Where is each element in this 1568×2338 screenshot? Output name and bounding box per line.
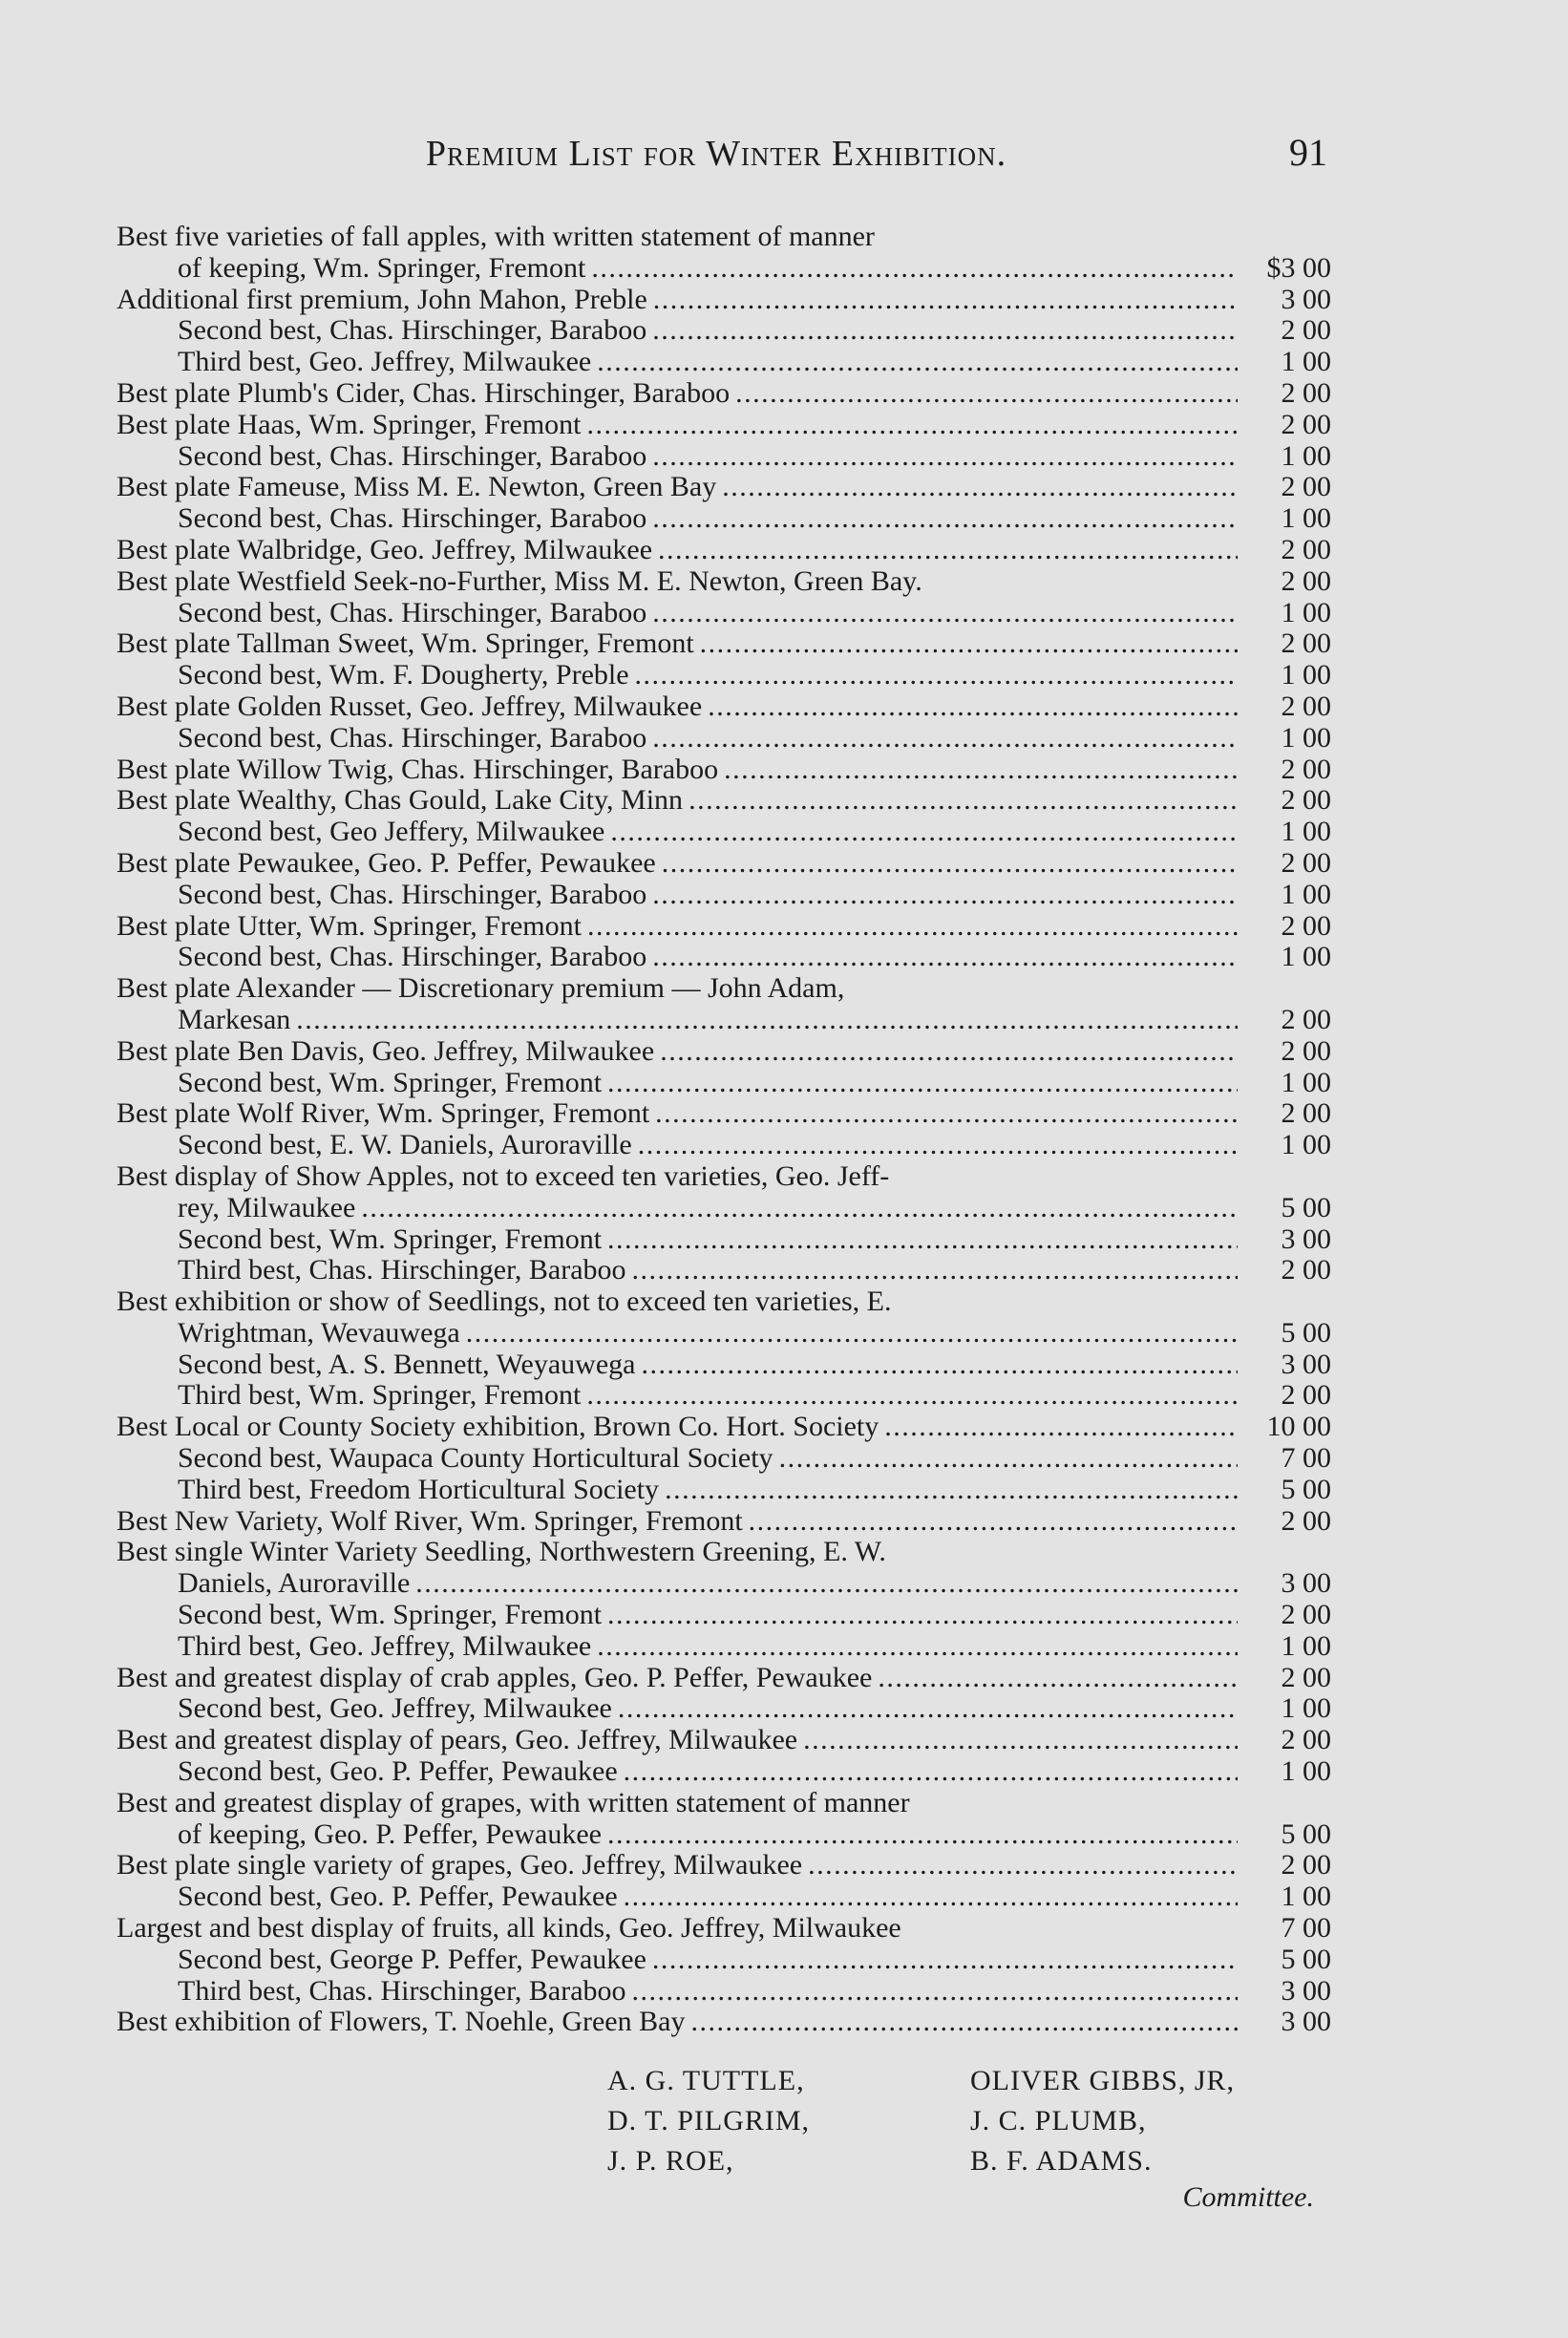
dot-leader [638, 1130, 1238, 1161]
dot-leader [632, 1255, 1238, 1286]
premium-entry [117, 1255, 1331, 1286]
entry-amount: 2 00 [1281, 533, 1331, 565]
dot-leader [466, 1318, 1238, 1350]
entry-amount: 2 00 [1281, 1661, 1331, 1693]
premium-entry [117, 880, 1331, 911]
entry-text: Best plate Westfield Seek-no-Further, Miss M. E. Newton, Green Bay. [117, 564, 922, 597]
premium-entry [117, 535, 1331, 566]
premium-entry [117, 1945, 1331, 1976]
entry-text: of keeping, Wm. Springer, Fremont [178, 251, 586, 284]
committee-member: A. G. TUTTLE, [607, 2065, 805, 2096]
premium-entry [117, 1224, 1331, 1256]
entry-text: Best plate Wealthy, Chas Gould, Lake City, Minn [117, 784, 684, 817]
page-title: Premium List for Winter Exhibition. [425, 134, 1007, 174]
premium-entry [117, 691, 1331, 723]
entry-amount: 2 00 [1281, 1724, 1331, 1756]
dot-leader [635, 660, 1238, 691]
entry-amount: 2 00 [1281, 846, 1331, 879]
entry-text: Third best, Geo. Jeffrey, Milwaukee [178, 346, 592, 378]
dot-leader [690, 2007, 1238, 2038]
premium-entry [117, 441, 1331, 473]
dot-leader [591, 253, 1238, 285]
premium-entry [117, 1286, 1331, 1318]
entry-amount: 1 00 [1281, 941, 1331, 973]
premium-entry [117, 472, 1331, 503]
entry-amount: 1 00 [1281, 1692, 1331, 1725]
premium-entry [117, 973, 1331, 1005]
entry-text: Best plate Fameuse, Miss M. E. Newton, Green Bay [117, 471, 717, 503]
dot-leader [662, 848, 1238, 880]
premium-entry [117, 1850, 1331, 1881]
entry-text: Third best, Chas. Hirschinger, Baraboo [178, 1974, 626, 2007]
entry-amount: 2 00 [1281, 1034, 1331, 1067]
dot-leader [624, 1881, 1238, 1913]
entry-text: Second best, Wm. Springer, Fremont [178, 1599, 603, 1631]
entry-amount: 5 00 [1281, 1316, 1331, 1349]
entry-text: Best and greatest display of grapes, with written statement of manner [117, 1786, 910, 1818]
entry-amount: 1 00 [1281, 721, 1331, 754]
entry-text: Best plate Utter, Wm. Springer, Fremont [117, 909, 582, 942]
entry-amount: 2 00 [1281, 314, 1331, 347]
entry-text: Second best, Wm. Springer, Fremont [178, 1222, 603, 1255]
dot-leader [607, 1600, 1238, 1631]
premium-entry [117, 755, 1331, 786]
dot-leader [652, 1945, 1238, 1976]
dot-leader [660, 1036, 1238, 1068]
premium-entry [117, 1318, 1331, 1350]
entry-amount: 1 00 [1281, 1129, 1331, 1161]
entry-amount: 1 00 [1281, 659, 1331, 691]
committee-signatures [607, 2065, 1333, 2214]
premium-entry [117, 1725, 1331, 1756]
entry-amount: 2 00 [1281, 784, 1331, 817]
entry-text: Best plate Wolf River, Wm. Springer, Fremont [117, 1097, 650, 1130]
entry-amount: 3 00 [1281, 283, 1331, 315]
entry-amount: 2 00 [1281, 376, 1331, 409]
entry-amount: 5 00 [1281, 1473, 1331, 1505]
premium-entry [117, 1693, 1331, 1725]
dot-leader [607, 1819, 1238, 1851]
entry-text: Best plate Tallman Sweet, Wm. Springer, Fremont [117, 627, 694, 660]
entry-text: Best plate Pewaukee, Geo. P. Peffer, Pewaukee [117, 846, 656, 879]
dot-leader [735, 378, 1238, 410]
dot-leader [587, 911, 1238, 943]
premium-entry [117, 598, 1331, 629]
dot-leader [597, 1631, 1238, 1663]
premium-entry [117, 1600, 1331, 1631]
premium-entry [117, 1788, 1331, 1819]
entry-amount: $3 00 [1266, 251, 1331, 284]
dot-leader [653, 285, 1238, 316]
entry-amount: 1 00 [1281, 439, 1331, 472]
page-header [143, 130, 1327, 175]
entry-text: of keeping, Geo. P. Peffer, Pewaukee [178, 1817, 602, 1850]
entry-amount: 2 00 [1281, 753, 1331, 785]
entry-text: Second best, Chas. Hirschinger, Baraboo [178, 502, 647, 535]
premium-entry [117, 1193, 1331, 1224]
entry-text: Best single Winter Variety Seedling, Northwestern Greening, E. W. [117, 1536, 886, 1568]
premium-entry [117, 1913, 1331, 1945]
premium-entry [117, 1005, 1331, 1036]
entry-amount: 2 00 [1281, 690, 1331, 722]
premium-entry [117, 660, 1331, 691]
dot-leader [655, 1098, 1238, 1130]
entry-amount: 5 00 [1281, 1943, 1331, 1975]
dot-leader [652, 503, 1238, 535]
premium-entry [117, 1506, 1331, 1538]
dot-leader [722, 472, 1238, 503]
entry-amount: 3 00 [1281, 1348, 1331, 1380]
dot-leader [689, 785, 1238, 817]
premium-entry [117, 1380, 1331, 1412]
entry-amount: 1 00 [1281, 1629, 1331, 1662]
premium-entry [117, 2007, 1331, 2038]
premium-entry [117, 1475, 1331, 1506]
entry-text: Best and greatest display of pears, Geo. Jeffrey, Milwaukee [117, 1724, 798, 1756]
entry-text: Third best, Wm. Springer, Fremont [178, 1379, 582, 1412]
committee-members [607, 2065, 1333, 2178]
entry-text: Second best, Chas. Hirschinger, Baraboo [178, 439, 647, 472]
entry-amount: 10 00 [1266, 1411, 1331, 1443]
entry-text: Best display of Show Apples, not to exceed ten varieties, Geo. Jeff- [117, 1159, 890, 1192]
dot-leader [586, 1380, 1238, 1412]
entry-amount: 1 00 [1281, 1755, 1331, 1788]
entry-amount: 1 00 [1281, 1881, 1331, 1913]
premium-entry [117, 1819, 1331, 1851]
premium-entry [117, 942, 1331, 973]
premium-entry [117, 1036, 1331, 1068]
premium-entry [117, 503, 1331, 535]
dot-leader [652, 315, 1238, 347]
entry-amount: 5 00 [1281, 1817, 1331, 1850]
entry-text: Second best, Chas. Hirschinger, Baraboo [178, 596, 647, 628]
premium-entry [117, 1412, 1331, 1443]
premium-entry [117, 285, 1331, 316]
entry-text: Best exhibition or show of Seedlings, not to exceed ten varieties, E. [117, 1286, 892, 1318]
premium-entry [117, 1663, 1331, 1694]
dot-leader [708, 691, 1238, 723]
premium-entry [117, 1537, 1331, 1568]
dot-leader [658, 535, 1238, 566]
entry-text: Second best, A. S. Bennett, Weyauwega [178, 1348, 636, 1380]
dot-leader [665, 1475, 1238, 1506]
entry-amount: 7 00 [1281, 1912, 1331, 1945]
entry-amount: 1 00 [1281, 502, 1331, 535]
premium-entry [117, 1976, 1331, 2008]
committee-member: OLIVER GIBBS, JR, [970, 2065, 1236, 2096]
premium-entry [117, 1098, 1331, 1130]
dot-leader [878, 1663, 1238, 1694]
entry-amount: 2 00 [1281, 564, 1331, 597]
dot-leader [624, 1756, 1238, 1788]
dot-leader [610, 817, 1238, 848]
entry-text: Markesan [178, 1003, 291, 1035]
entry-text: Best plate Golden Russet, Geo. Jeffrey, Milwaukee [117, 690, 703, 722]
premium-entry [117, 410, 1331, 441]
entry-text: Second best, Chas. Hirschinger, Baraboo [178, 314, 647, 347]
entry-amount: 2 00 [1281, 1504, 1331, 1537]
entry-text: Wrightman, Wevauwega [178, 1316, 460, 1349]
premium-entry [117, 1568, 1331, 1600]
entry-text: Second best, Chas. Hirschinger, Baraboo [178, 941, 647, 973]
dot-leader [803, 1725, 1238, 1756]
entry-amount: 3 00 [1281, 1974, 1331, 2007]
dot-leader [749, 1506, 1238, 1538]
committee-member: D. T. PILGRIM, [607, 2105, 811, 2136]
dot-leader [607, 1224, 1238, 1256]
entry-text: Second best, E. W. Daniels, Auroraville [178, 1129, 632, 1161]
premium-entry [117, 347, 1331, 378]
entry-amount: 2 00 [1281, 909, 1331, 942]
entry-text: Second best, Geo. P. Peffer, Pewaukee [178, 1881, 618, 1913]
premium-entry [117, 566, 1331, 598]
entry-text: Best Local or County Society exhibition, Brown Co. Hort. Society [117, 1411, 879, 1443]
premium-entry [117, 785, 1331, 817]
premium-entry [117, 1443, 1331, 1475]
premium-entry [117, 848, 1331, 880]
entry-amount: 3 00 [1281, 1222, 1331, 1255]
entry-text: Best five varieties of fall apples, with written statement of manner [117, 221, 875, 252]
entry-amount: 2 00 [1281, 471, 1331, 503]
entry-text: Best and greatest display of crab apples, Geo. P. Peffer, Pewaukee [117, 1661, 873, 1693]
dot-leader [652, 723, 1238, 755]
dot-leader [296, 1005, 1238, 1036]
entry-amount: 2 00 [1281, 627, 1331, 660]
premium-entry [117, 1161, 1331, 1193]
committee-label: Committee. [1182, 2181, 1314, 2213]
entry-text: Best plate Walbridge, Geo. Jeffrey, Milwaukee [117, 533, 653, 565]
entry-text: Best plate Alexander — Discretionary premium — John Adam, [117, 972, 845, 1005]
premium-entry [117, 1130, 1331, 1161]
entry-amount: 3 00 [1281, 1567, 1331, 1600]
premium-entry [117, 628, 1331, 660]
premium-entry [117, 1350, 1331, 1381]
entry-text: Additional first premium, John Mahon, Preble [117, 283, 647, 315]
entry-text: Second best, Wm. Springer, Fremont [178, 1066, 603, 1098]
entry-amount: 7 00 [1281, 1442, 1331, 1475]
entry-text: Best plate Ben Davis, Geo. Jeffrey, Milwaukee [117, 1034, 655, 1067]
premium-entry [117, 378, 1331, 410]
dot-leader [607, 1068, 1238, 1099]
entry-amount: 1 00 [1281, 596, 1331, 628]
entry-text: Third best, Chas. Hirschinger, Baraboo [178, 1254, 626, 1286]
entry-text: Third best, Geo. Jeffrey, Milwaukee [178, 1629, 592, 1662]
entry-text: Second best, Wm. F. Dougherty, Preble [178, 659, 629, 691]
dot-leader [652, 598, 1238, 629]
entry-amount: 1 00 [1281, 878, 1331, 910]
entry-amount: 1 00 [1281, 1066, 1331, 1098]
premium-entry [117, 911, 1331, 943]
entry-text: Best plate Plumb's Cider, Chas. Hirschinger, Baraboo [117, 376, 731, 409]
entry-text: Best plate Willow Twig, Chas. Hirschinger, Baraboo [117, 753, 719, 785]
entry-text: Second best, Geo Jeffery, Milwaukee [178, 816, 605, 848]
entry-amount: 1 00 [1281, 346, 1331, 378]
premium-entry [117, 723, 1331, 755]
entry-text: Best exhibition of Flowers, T. Noehle, Green Bay [117, 2006, 686, 2038]
entry-text: Daniels, Auroraville [178, 1567, 411, 1600]
entry-text: Third best, Freedom Horticultural Society [178, 1473, 660, 1505]
entry-amount: 2 00 [1281, 1254, 1331, 1286]
entry-amount: 2 00 [1281, 1599, 1331, 1631]
entry-text: Second best, Chas. Hirschinger, Baraboo [178, 878, 647, 910]
committee-member: J. C. PLUMB, [970, 2105, 1147, 2136]
entry-amount: 2 00 [1281, 1849, 1331, 1881]
entry-text: Second best, George P. Peffer, Pewaukee [178, 1943, 646, 1975]
dot-leader [884, 1412, 1238, 1443]
entry-text: Best plate single variety of grapes, Geo. Jeffrey, Milwaukee [117, 1849, 803, 1881]
dot-leader [618, 1693, 1238, 1725]
premium-entry [117, 1068, 1331, 1099]
dot-leader [587, 410, 1239, 441]
entry-text: Best plate Haas, Wm. Springer, Fremont [117, 408, 582, 440]
entry-amount: 2 00 [1281, 1379, 1331, 1412]
entry-text: Second best, Chas. Hirschinger, Baraboo [178, 721, 647, 754]
entry-text: rey, Milwaukee [178, 1191, 356, 1223]
premium-entry [117, 1756, 1331, 1788]
entry-text: Second best, Waupaca County Horticultural Society [178, 1442, 773, 1475]
dot-leader [652, 942, 1238, 973]
entry-text: Second best, Geo. P. Peffer, Pewaukee [178, 1755, 618, 1788]
entry-text: Second best, Geo. Jeffrey, Milwaukee [178, 1692, 612, 1725]
entry-amount: 2 00 [1281, 408, 1331, 440]
entry-amount: 3 00 [1281, 2006, 1331, 2038]
dot-leader [361, 1193, 1238, 1224]
dot-leader [641, 1350, 1238, 1381]
dot-leader [779, 1443, 1238, 1475]
entry-amount: 2 00 [1281, 1003, 1331, 1035]
dot-leader [632, 1976, 1238, 2008]
dot-leader [808, 1850, 1238, 1881]
premium-entry [117, 817, 1331, 848]
entry-amount: 2 00 [1281, 1097, 1331, 1130]
page-number: 91 [1289, 131, 1327, 174]
premium-list [117, 222, 1331, 2038]
entry-text: Best New Variety, Wolf River, Wm. Springer, Fremont [117, 1504, 743, 1537]
premium-entry [117, 253, 1331, 285]
premium-entry [117, 315, 1331, 347]
entry-amount: 1 00 [1281, 816, 1331, 848]
dot-leader [724, 755, 1238, 786]
committee-member: J. P. ROE, [607, 2145, 734, 2177]
dot-leader [652, 880, 1238, 911]
dot-leader [700, 628, 1238, 660]
entry-text: Largest and best display of fruits, all kinds, Geo. Jeffrey, Milwaukee [117, 1912, 901, 1945]
committee-member: B. F. ADAMS. [970, 2145, 1153, 2177]
dot-leader [415, 1568, 1238, 1600]
premium-entry [117, 1881, 1331, 1913]
dot-leader [652, 441, 1238, 473]
premium-entry [117, 1631, 1331, 1663]
dot-leader [597, 347, 1238, 378]
entry-amount: 5 00 [1281, 1191, 1331, 1223]
premium-entry [117, 222, 1331, 253]
